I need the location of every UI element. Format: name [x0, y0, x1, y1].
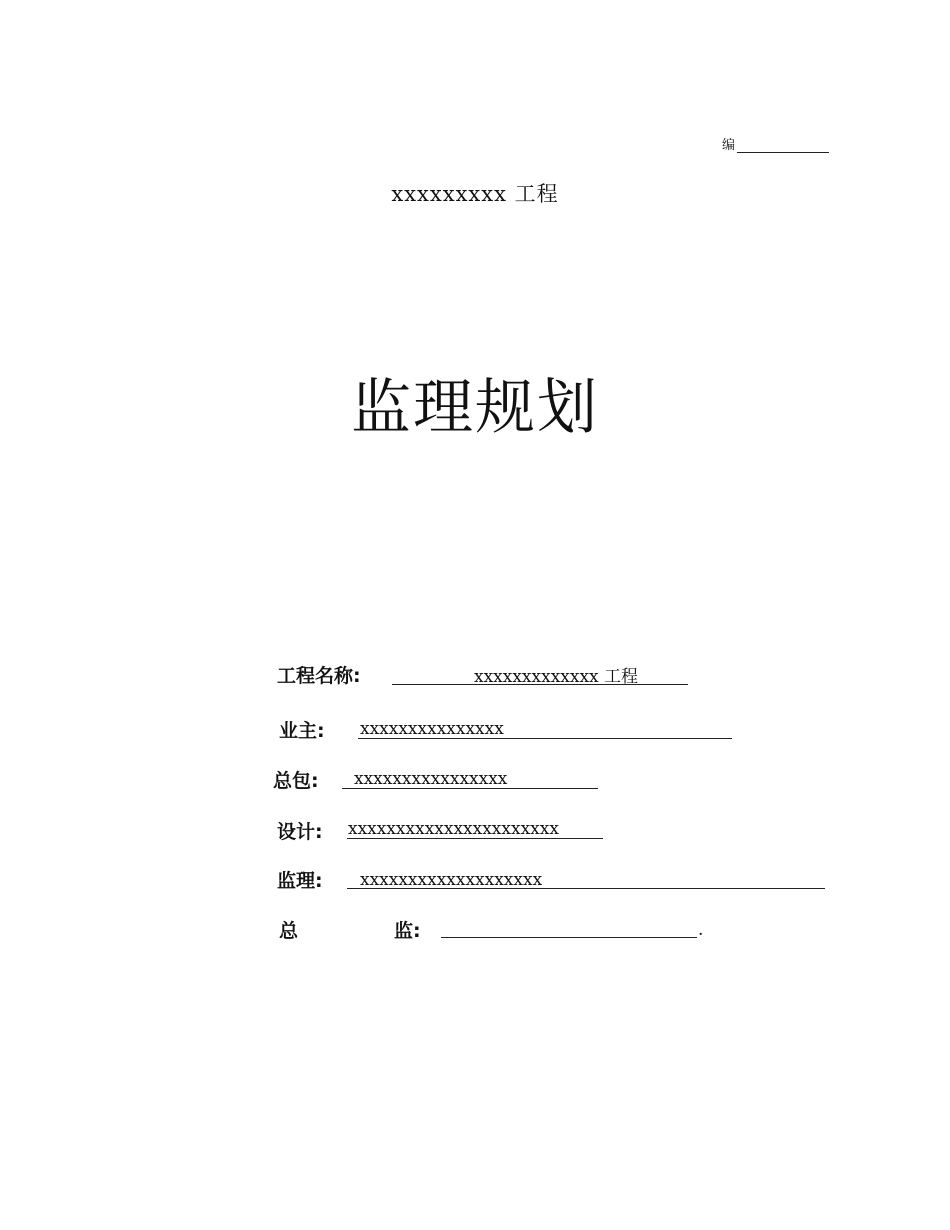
serial-label: 编 [722, 138, 736, 153]
project-heading: xxxxxxxxx 工程 [391, 182, 559, 206]
chief-supervisor-label-part2: 监: [394, 920, 421, 942]
chief-supervisor-label-part1: 总 [279, 920, 299, 942]
chief-supervisor-underline [441, 918, 697, 938]
owner-value: xxxxxxxxxxxxxxx [360, 719, 504, 739]
page-title: 监理规划 [351, 373, 599, 443]
design-label: 设计: [277, 821, 323, 843]
supervision-value: xxxxxxxxxxxxxxxxxxx [360, 870, 543, 890]
general-contractor-label: 总包: [273, 770, 319, 792]
project-name-value: xxxxxxxxxxxxx 工程 [474, 667, 639, 687]
project-name-label: 工程名称: [277, 665, 361, 687]
serial-blank-line [737, 138, 829, 153]
general-contractor-value: xxxxxxxxxxxxxxxx [354, 769, 508, 789]
supervision-label: 监理: [277, 870, 323, 892]
design-value: xxxxxxxxxxxxxxxxxxxxxx [348, 819, 559, 839]
serial-number-field [722, 134, 829, 153]
chief-supervisor-end-mark: . [698, 920, 704, 940]
owner-label: 业主: [279, 720, 325, 742]
